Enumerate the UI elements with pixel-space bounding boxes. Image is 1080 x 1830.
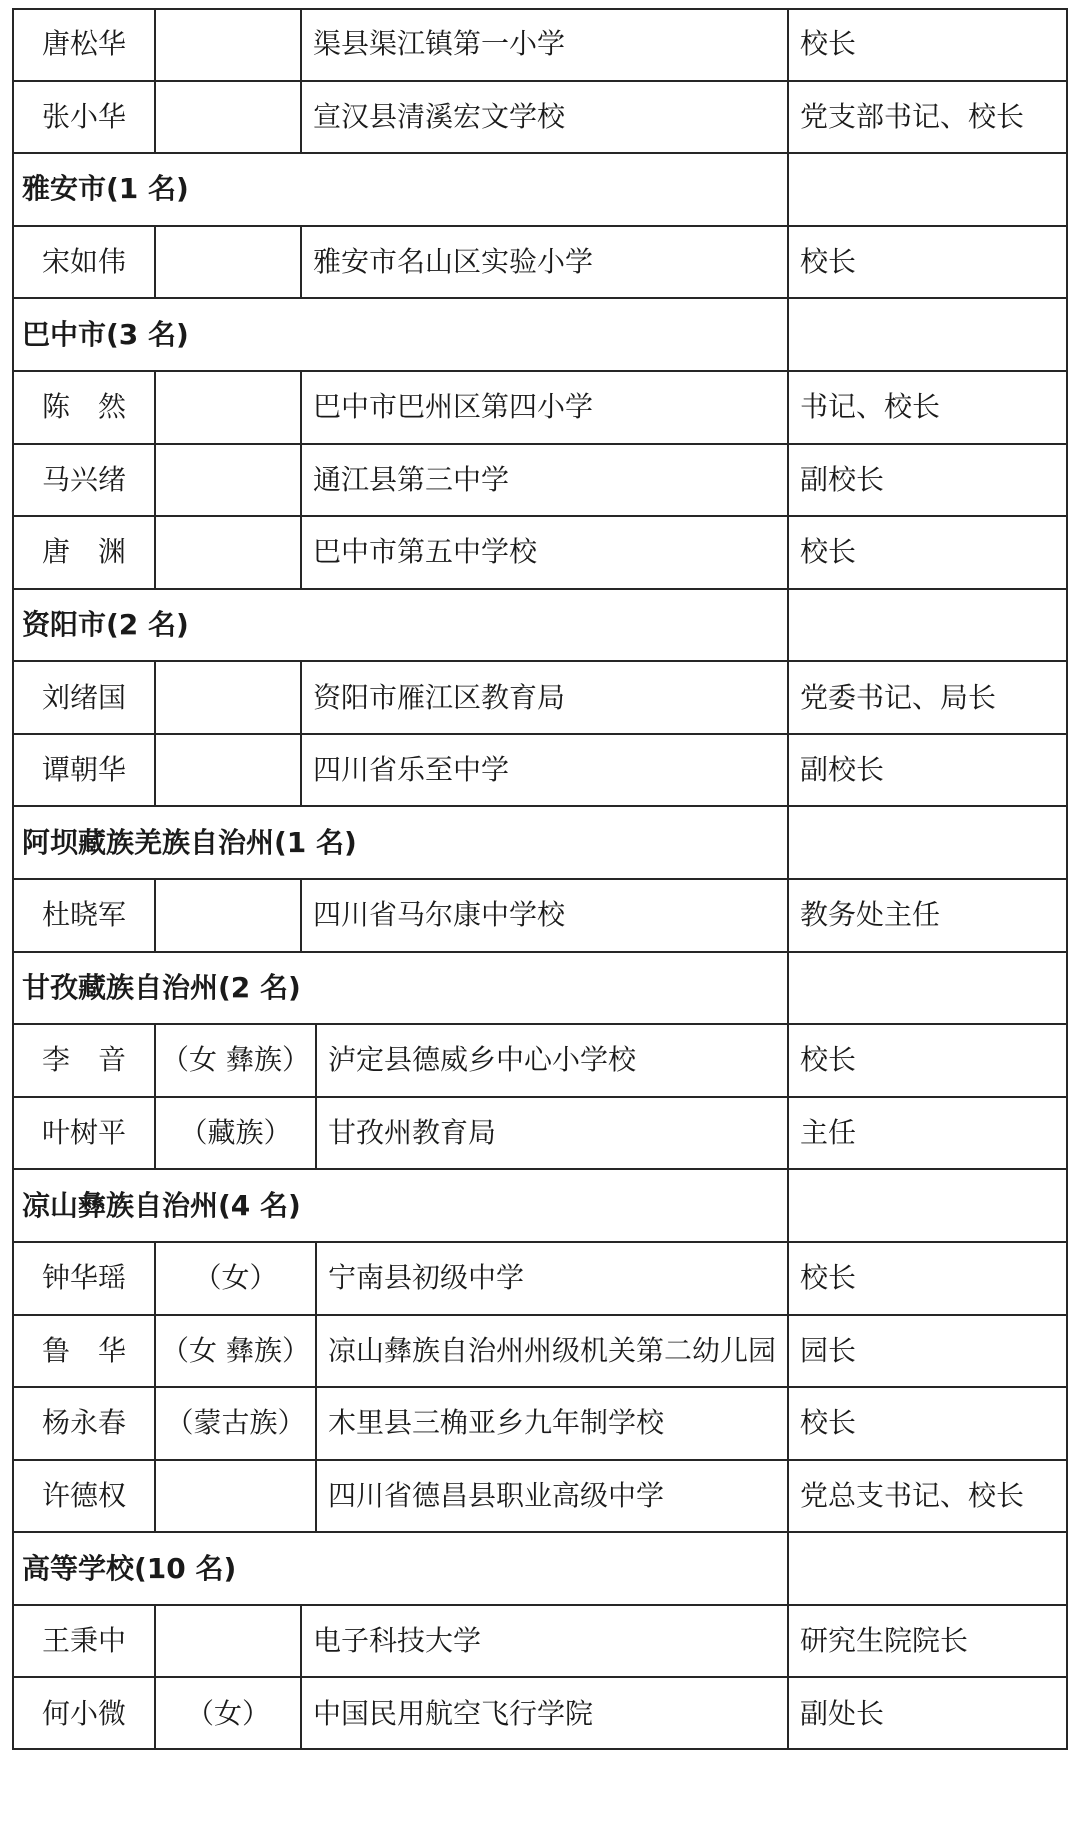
column-divider bbox=[787, 298, 789, 371]
column-divider bbox=[787, 516, 789, 589]
column-divider bbox=[787, 444, 789, 517]
column-divider bbox=[154, 226, 156, 299]
column-divider bbox=[787, 1242, 789, 1315]
column-divider bbox=[787, 81, 789, 154]
person-name: 叶树平 bbox=[42, 1116, 127, 1150]
column-divider bbox=[787, 153, 789, 226]
group-header: 巴中市(3 名) bbox=[22, 317, 189, 351]
column-divider bbox=[787, 226, 789, 299]
position-title: 党支部书记、校长 bbox=[800, 99, 1025, 133]
column-divider bbox=[787, 1097, 789, 1170]
organization: 资阳市雁江区教育局 bbox=[313, 680, 566, 714]
personnel-table bbox=[12, 8, 1068, 1750]
organization: 四川省德昌县职业高级中学 bbox=[328, 1478, 665, 1512]
person-note bbox=[157, 879, 299, 952]
group-header: 资阳市(2 名) bbox=[22, 607, 189, 641]
column-divider bbox=[787, 734, 789, 807]
column-divider bbox=[154, 1677, 156, 1750]
column-divider bbox=[300, 8, 302, 81]
person-note bbox=[157, 81, 299, 154]
column-divider bbox=[300, 879, 302, 952]
person-name: 张小华 bbox=[42, 99, 127, 133]
organization: 木里县三桷亚乡九年制学校 bbox=[328, 1406, 665, 1440]
position-title: 副处长 bbox=[800, 1696, 885, 1730]
position-title: 校长 bbox=[800, 1261, 857, 1295]
organization: 凉山彝族自治州州级机关第二幼儿园 bbox=[328, 1333, 777, 1367]
person-name: 钟华瑶 bbox=[42, 1261, 127, 1295]
group-header: 雅安市(1 名) bbox=[22, 172, 189, 206]
person-note bbox=[157, 371, 299, 444]
person-note: （女 彝族） bbox=[161, 1333, 310, 1367]
column-divider bbox=[154, 1387, 156, 1460]
person-note: （蒙古族） bbox=[165, 1406, 306, 1440]
column-divider bbox=[300, 81, 302, 154]
column-divider bbox=[787, 1605, 789, 1678]
column-divider bbox=[787, 1169, 789, 1242]
column-divider bbox=[787, 1024, 789, 1097]
position-title: 校长 bbox=[800, 1406, 857, 1440]
person-name: 谭朝华 bbox=[42, 753, 127, 787]
organization: 宣汉县清溪宏文学校 bbox=[313, 99, 566, 133]
person-name: 鲁 华 bbox=[42, 1333, 127, 1367]
column-divider bbox=[787, 806, 789, 879]
person-name: 唐松华 bbox=[42, 27, 127, 61]
position-title: 教务处主任 bbox=[800, 898, 941, 932]
column-divider bbox=[154, 879, 156, 952]
person-note: （藏族） bbox=[179, 1116, 292, 1150]
column-divider bbox=[154, 81, 156, 154]
column-divider bbox=[154, 371, 156, 444]
column-divider bbox=[154, 1605, 156, 1678]
column-divider bbox=[787, 589, 789, 662]
column-divider bbox=[300, 371, 302, 444]
column-divider bbox=[787, 1532, 789, 1605]
column-divider bbox=[787, 8, 789, 81]
column-divider bbox=[154, 516, 156, 589]
column-divider bbox=[787, 661, 789, 734]
person-name: 杜晓军 bbox=[42, 898, 127, 932]
organization: 巴中市第五中学校 bbox=[313, 535, 538, 569]
person-name: 李 音 bbox=[42, 1043, 127, 1077]
column-divider bbox=[300, 734, 302, 807]
position-title: 副校长 bbox=[800, 753, 885, 787]
column-divider bbox=[787, 1460, 789, 1533]
group-header: 阿坝藏族羌族自治州(1 名) bbox=[22, 825, 357, 859]
position-title: 校长 bbox=[800, 27, 857, 61]
column-divider bbox=[315, 1242, 317, 1315]
organization: 宁南县初级中学 bbox=[328, 1261, 525, 1295]
column-divider bbox=[787, 1387, 789, 1460]
organization: 泸定县德威乡中心小学校 bbox=[328, 1043, 637, 1077]
column-divider bbox=[154, 1315, 156, 1388]
group-header: 甘孜藏族自治州(2 名) bbox=[22, 970, 301, 1004]
column-divider bbox=[300, 1605, 302, 1678]
organization: 雅安市名山区实验小学 bbox=[313, 245, 594, 279]
column-divider bbox=[300, 444, 302, 517]
column-divider bbox=[300, 661, 302, 734]
person-note: （女 彝族） bbox=[161, 1043, 310, 1077]
organization: 四川省乐至中学 bbox=[313, 753, 510, 787]
position-title: 党委书记、局长 bbox=[800, 680, 997, 714]
column-divider bbox=[300, 226, 302, 299]
column-divider bbox=[154, 661, 156, 734]
column-divider bbox=[300, 516, 302, 589]
column-divider bbox=[154, 8, 156, 81]
person-name: 何小微 bbox=[42, 1696, 127, 1730]
column-divider bbox=[315, 1387, 317, 1460]
position-title: 校长 bbox=[800, 245, 857, 279]
position-title: 书记、校长 bbox=[800, 390, 941, 424]
column-divider bbox=[154, 1460, 156, 1533]
organization: 巴中市巴州区第四小学 bbox=[313, 390, 594, 424]
person-note bbox=[157, 661, 299, 734]
person-name: 刘绪国 bbox=[42, 680, 127, 714]
organization: 四川省马尔康中学校 bbox=[313, 898, 566, 932]
person-note bbox=[157, 226, 299, 299]
person-name: 杨永春 bbox=[42, 1406, 127, 1440]
position-title: 校长 bbox=[800, 535, 857, 569]
column-divider bbox=[154, 1024, 156, 1097]
person-name: 宋如伟 bbox=[42, 245, 127, 279]
organization: 渠县渠江镇第一小学 bbox=[313, 27, 566, 61]
column-divider bbox=[315, 1315, 317, 1388]
position-title: 研究生院院长 bbox=[800, 1624, 969, 1658]
person-note bbox=[157, 1460, 314, 1533]
person-note bbox=[157, 444, 299, 517]
person-name: 唐 渊 bbox=[42, 535, 127, 569]
person-note bbox=[157, 8, 299, 81]
column-divider bbox=[154, 1097, 156, 1170]
column-divider bbox=[315, 1097, 317, 1170]
person-note: （女） bbox=[193, 1261, 278, 1295]
position-title: 党总支书记、校长 bbox=[800, 1478, 1025, 1512]
organization: 中国民用航空飞行学院 bbox=[313, 1696, 594, 1730]
column-divider bbox=[300, 1677, 302, 1750]
position-title: 园长 bbox=[800, 1333, 857, 1367]
organization: 电子科技大学 bbox=[313, 1624, 482, 1658]
column-divider bbox=[315, 1460, 317, 1533]
organization: 甘孜州教育局 bbox=[328, 1116, 497, 1150]
position-title: 主任 bbox=[800, 1116, 857, 1150]
position-title: 副校长 bbox=[800, 462, 885, 496]
group-header: 高等学校(10 名) bbox=[22, 1551, 237, 1585]
column-divider bbox=[154, 1242, 156, 1315]
column-divider bbox=[154, 734, 156, 807]
column-divider bbox=[787, 371, 789, 444]
person-note: （女） bbox=[185, 1696, 270, 1730]
person-name: 陈 然 bbox=[42, 390, 127, 424]
column-divider bbox=[154, 444, 156, 517]
column-divider bbox=[787, 952, 789, 1025]
position-title: 校长 bbox=[800, 1043, 857, 1077]
person-note bbox=[157, 516, 299, 589]
column-divider bbox=[315, 1024, 317, 1097]
column-divider bbox=[787, 879, 789, 952]
person-name: 王秉中 bbox=[42, 1624, 127, 1658]
column-divider bbox=[787, 1315, 789, 1388]
organization: 通江县第三中学 bbox=[313, 462, 510, 496]
person-note bbox=[157, 734, 299, 807]
person-name: 马兴绪 bbox=[42, 462, 127, 496]
person-name: 许德权 bbox=[42, 1478, 127, 1512]
column-divider bbox=[787, 1677, 789, 1750]
person-note bbox=[157, 1605, 299, 1678]
group-header: 凉山彝族自治州(4 名) bbox=[22, 1188, 301, 1222]
